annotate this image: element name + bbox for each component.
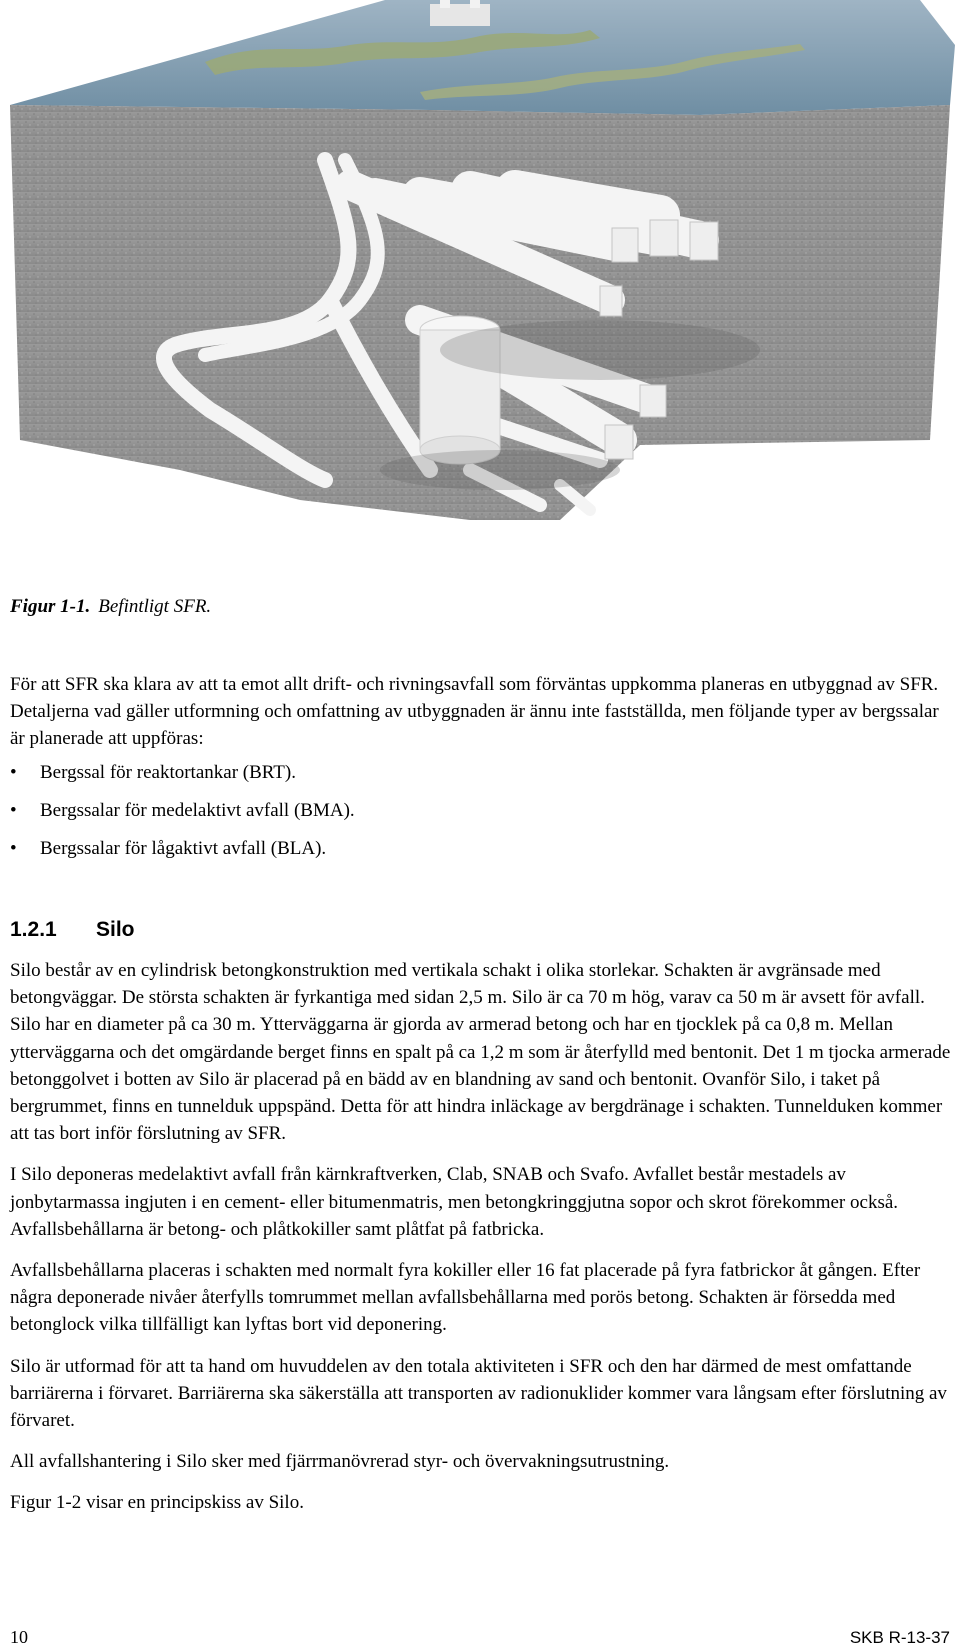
paragraph: Avfallsbehållarna placeras i schakten med normalt fyra kokiller eller 16 fat placerade på fyra fatbrickor åt gången. Efter några deponerade nivåer återfylls tomrummet mellan avfallsbehållarna med porös betong. Schakten är försedda med betonglock vilka tillfälligt kan lyftas bort vid deponering. bbox=[10, 1260, 921, 1336]
paragraph: Silo består av en cylindrisk betongkonstruktion med vertikala schakt i olika storlekar. Schakten är avgränsade med betongväggar. De största schakten är fyrkantiga med sidan 2,5 m. Silo är ca 70 m hög, varav ca 50 m är avsett för avfall. Silo har en diameter på ca 30 m. Ytterväggarna är gjorda av armerad betong och har en tjocklek på ca 0,8 m. Mellan ytterväggarna och det omgärdande berget finns en spalt på ca 1,2 m som är återfylld med bentonit. Det 1 m tjocka armerade betonggolvet i botten av Silo är placerad på en bädd av en blandning av sand och bentonit. Ovanför Silo, i taket på bergrummet, finns en tunnelduk uppspänd. Detta för att hindra inläckage av bergdränage i schakten. Tunnelduken kommer att tas bort inför förslutning av SFR. bbox=[10, 960, 951, 1145]
bullet-icon: • bbox=[10, 799, 17, 821]
list-item-text: Bergssalar för lågaktivt avfall (BLA). bbox=[40, 837, 327, 859]
page-number: 10 bbox=[10, 1627, 28, 1647]
list-item-text: Bergssal för reaktortankar (BRT). bbox=[40, 761, 296, 783]
bullet-icon: • bbox=[10, 761, 17, 783]
paragraph: I Silo deponeras medelaktivt avfall från kärnkraftverken, Clab, SNAB och Svafo. Avfallet består mestadels av jonbytarmassa ingjuten i en cement- eller bitumenmatris, men betongkringgjutna sopor och skrot förekommer också. Avfallsbehållarna är betong- och plåtkokiller samt plåtfat på fatbricka. bbox=[10, 1164, 899, 1240]
list-item bbox=[10, 797, 950, 835]
report-id: SKB R-13-37 bbox=[849, 1628, 950, 1647]
sfr-illustration bbox=[0, 0, 960, 580]
section-number: 1.2.1 bbox=[10, 918, 57, 941]
figure-number: Figur 1-1. bbox=[10, 596, 91, 617]
paragraph: All avfallshantering i Silo sker med fjärrmanövrerad styr- och övervakningsutrustning. bbox=[10, 1451, 670, 1473]
section-body bbox=[10, 957, 955, 1531]
list-item bbox=[10, 759, 950, 797]
figure-caption bbox=[10, 596, 211, 618]
power-plant-building bbox=[430, 4, 490, 26]
figure-caption-text: Befintligt SFR. bbox=[98, 596, 212, 617]
paragraph: Figur 1-2 visar en principskiss av Silo. bbox=[10, 1492, 304, 1514]
section-title: Silo bbox=[96, 918, 135, 941]
bullet-icon: • bbox=[10, 837, 17, 859]
paragraph: Silo är utformad för att ta hand om huvuddelen av den totala aktiviteten i SFR och den har därmed de mest omfattande barriärerna i förvaret. Barriärerna ska säkerställa att transporten av radionuklider kommer vara långsam efter förslutning av förvaret. bbox=[10, 1355, 947, 1432]
intro-block bbox=[10, 671, 950, 873]
planned-caverns-list bbox=[10, 759, 950, 873]
intro-paragraph: För att SFR ska klara av att ta emot allt drift- och rivningsavfall som förväntas uppkomma planeras en utbyggnad av SFR. Detaljerna vad gäller utformning och omfattning av utbyggnaden är ännu inte fastställda, men följande typer av bergssalar är planerade att uppföras: bbox=[10, 674, 939, 750]
list-item bbox=[10, 835, 950, 873]
section-heading bbox=[10, 918, 135, 942]
list-item-text: Bergssalar för medelaktivt avfall (BMA). bbox=[40, 799, 355, 821]
